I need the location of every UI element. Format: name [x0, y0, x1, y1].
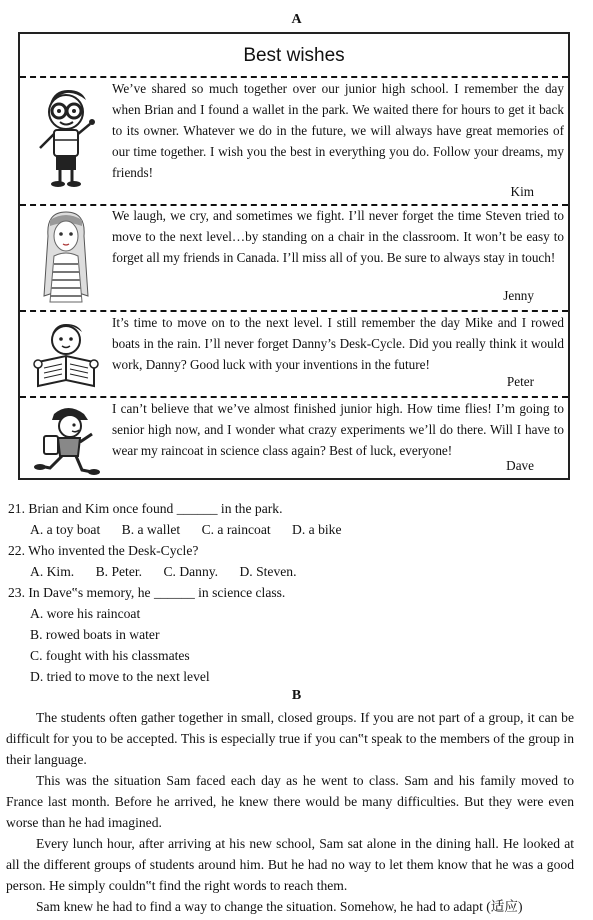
passage-paragraph: Every lunch hour, after arriving at his new school, Sam sat alone in the dining hall. He looked at all the different groups of students around him. But he had no way to let them know that he was a good person. He simply couldn‟t find the right words to reach them.: [6, 836, 574, 893]
boy-glasses-icon: [30, 82, 102, 190]
option: D. tried to move to the next level: [30, 669, 210, 684]
option: B. Peter.: [95, 564, 143, 579]
question-23: 23. In Dave‟s memory, he ______ in science class.: [8, 585, 286, 600]
signature: Peter: [506, 374, 534, 389]
option: C. a raincoat: [201, 522, 271, 537]
girl-portrait-icon: [30, 206, 102, 306]
boy-reading-icon: [30, 318, 102, 390]
signature: Kim: [510, 184, 534, 199]
best-wishes-box: [18, 32, 570, 480]
entry-text: We’ve shared so much together over our junior high school. I remember the day when Brian and I found a wallet in the park. We waited there for hours to get it back to its owner. Whatever we do in the future, we will always have great memories of our time together. I wish you the best in everything you do. Follow your dreams, my friends!: [112, 81, 564, 180]
option: A. Kim.: [30, 564, 75, 579]
section-a-heading: A: [291, 12, 302, 27]
option: C. fought with his classmates: [30, 648, 190, 663]
question-22-options: [30, 561, 315, 582]
signature: Dave: [506, 458, 534, 473]
question-21: 21. Brian and Kim once found ______ in the park.: [8, 501, 283, 516]
option: A. a toy boat: [30, 522, 101, 537]
entry-text: I can’t believe that we’ve almost finished junior high. How time flies! I’m going to senior high now, and I wonder what crazy experiments we’ll do there. Will I have to wear my raincoat in science class again? Best of luck, everyone!: [112, 401, 564, 458]
option: D. a bike: [292, 522, 342, 537]
question-22: 22. Who invented the Desk-Cycle?: [8, 543, 199, 558]
passage-paragraph: Sam knew he had to find a way to change the situation. Somehow, he had to adapt (适应): [36, 899, 523, 914]
entry-dave: [20, 398, 568, 480]
entry-peter: [20, 312, 568, 396]
passage-paragraph: The students often gather together in small, closed groups. If you are not part of a group, it can be difficult for you to be accepted. This is especially true if you can‟t speak to the members of the group in their language.: [6, 710, 574, 767]
option: B. rowed boats in water: [30, 627, 160, 642]
question-21-options: [30, 519, 360, 540]
entry-jenny: [20, 206, 568, 310]
option: C. Danny.: [163, 564, 219, 579]
option: A. wore his raincoat: [30, 606, 141, 621]
boy-running-icon: [30, 404, 102, 478]
option: B. a wallet: [121, 522, 181, 537]
entry-text: It’s time to move on to the next level. I still remember the day Mike and I rowed boats in the rain. I’ll never forget Danny’s Desk-Cycle. Did you really think it would work, Danny? Good luck with your inventions in the future!: [112, 315, 564, 372]
box-title: Best wishes: [243, 45, 345, 66]
entry-text: We laugh, we cry, and sometimes we fight. I’ll never forget the time Steven tried to move to the next level…by standing on a chair in the classroom. It won’t be easy to forget all my friends in Canada. I’ll miss all of you. Be sure to always stay in touch!: [112, 208, 564, 265]
signature: Jenny: [503, 288, 534, 303]
section-b-heading: B: [291, 688, 302, 703]
option: D. Steven.: [239, 564, 297, 579]
entry-kim: [20, 78, 568, 204]
passage-paragraph: This was the situation Sam faced each day as he went to class. Sam and his family moved to France last month. Before he arrived, he knew there would be many difficulties. But they were even worse than he had imagined.: [6, 773, 574, 830]
